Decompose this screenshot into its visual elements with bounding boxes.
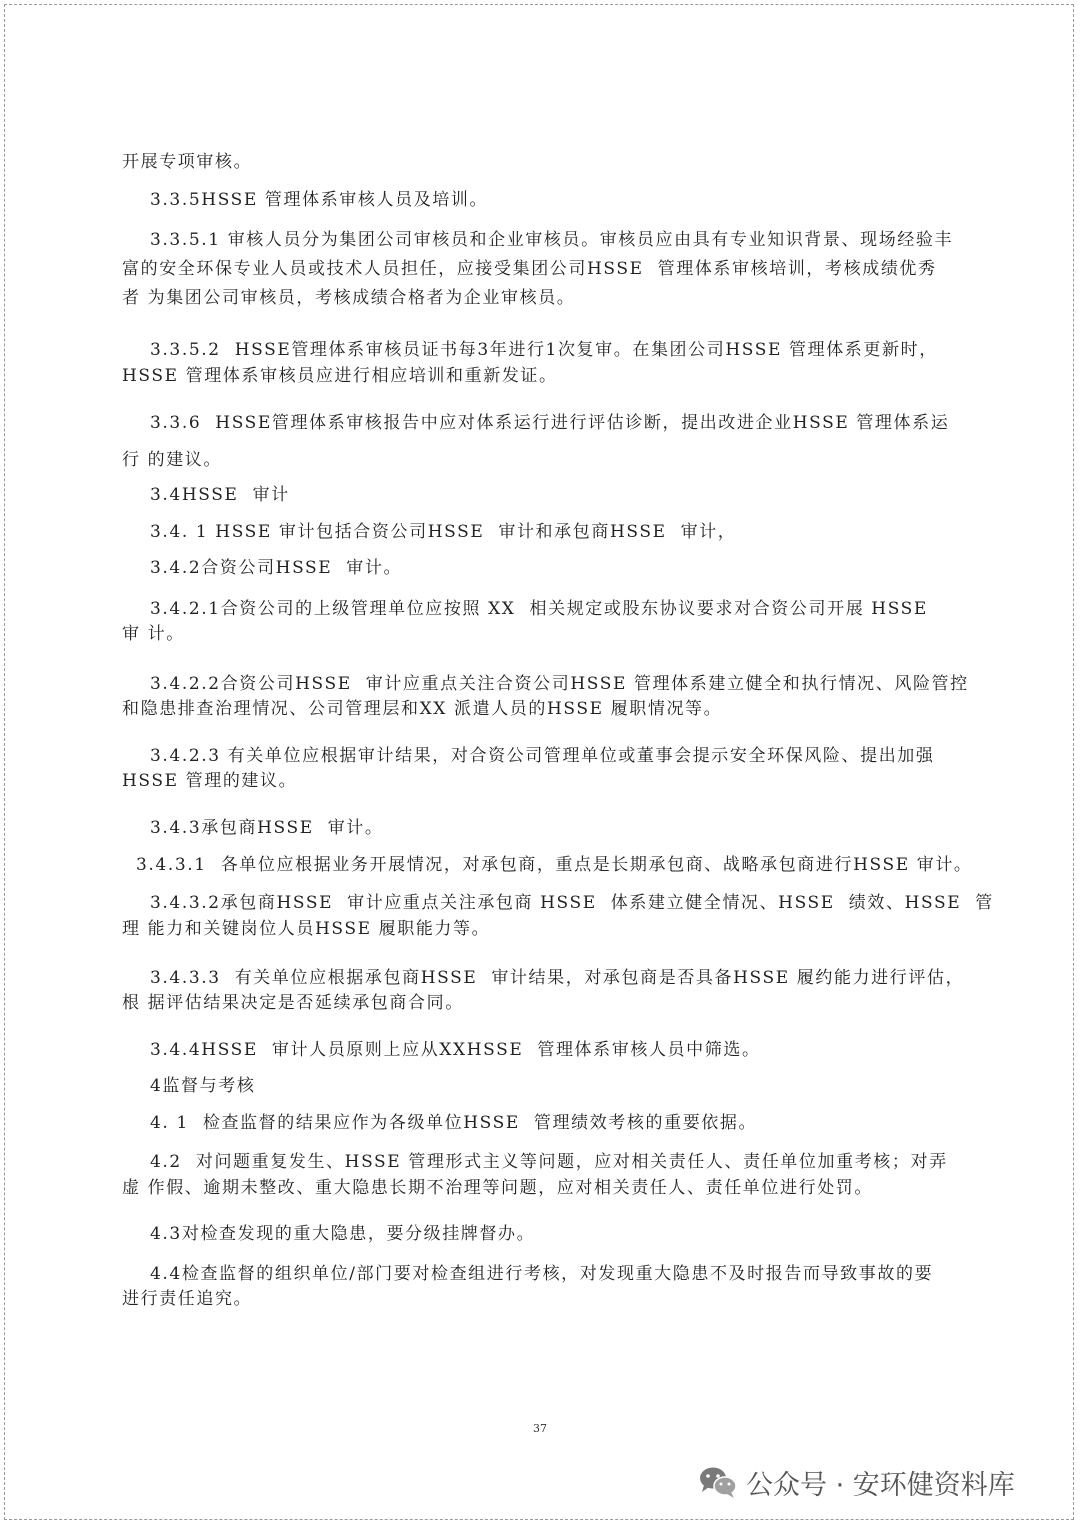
text-line: 3.4.3.2承包商HSSE 审计应重点关注承包商 HSSE 体系建立健全情况、HSSE 绩效、HSSE 管 xyxy=(122,893,994,913)
text-line: 3.4.3.1 各单位应根据业务开展情况，对承包商，重点是长期承包商、战略承包商进行HSSE 审计。 xyxy=(122,855,973,875)
wechat-icon xyxy=(698,1465,738,1499)
text-line: 3.3.5.1 审核人员分为集团公司审核员和企业审核员。审核员应由具有专业知识背景、现场经验丰 xyxy=(122,230,954,250)
text-line: 3.4.2合资公司HSSE 审计。 xyxy=(122,558,403,578)
text-line: 3.3.5.2 HSSE管理体系审核员证书每3年进行1次复审。在集团公司HSSE 管理体系更新时， xyxy=(122,340,938,360)
text-line: 4.4检查监督的组织单位/部门要对检查组进行考核，对发现重大隐患不及时报告而导致事故的要 xyxy=(122,1264,934,1284)
text-line: 4. 1 检查监督的结果应作为各级单位HSSE 管理绩效考核的重要依据。 xyxy=(122,1113,758,1133)
text-line: 3.4.2.2合资公司HSSE 审计应重点关注合资公司HSSE 管理体系建立健全和执行情况、风险管控 xyxy=(122,674,969,694)
text-line: 3.4HSSE 审计 xyxy=(122,485,290,505)
text-line: 者 为集团公司审核员，考核成绩合格者为企业审核员。 xyxy=(122,288,576,308)
text-line: 4.2 对问题重复发生、HSSE 管理形式主义等问题，应对相关责任人、责任单位加重考核；对弄 xyxy=(122,1152,948,1172)
text-line: 根 据评估结果决定是否延续承包商合同。 xyxy=(122,993,464,1013)
text-line: 3.4.3承包商HSSE 审计。 xyxy=(122,818,384,838)
text-line: 进行责任追究。 xyxy=(122,1289,253,1309)
text-line: 3.3.5HSSE 管理体系审核人员及培训。 xyxy=(122,190,489,210)
text-line: 开展专项审核。 xyxy=(122,152,253,172)
text-line: 行 的建议。 xyxy=(122,450,223,470)
text-line: 理 能力和关键岗位人员HSSE 履职能力等。 xyxy=(122,919,491,939)
page-number: 37 xyxy=(533,1422,547,1435)
text-line: 3.4.2.3 有关单位应根据审计结果，对合资公司管理单位或董事会提示安全环保风险、提出加强 xyxy=(122,746,935,766)
text-line: 审 计。 xyxy=(122,624,185,644)
text-line: 3.4.2.1合资公司的上级管理单位应按照 XX 相关规定或股东协议要求对合资公司开展 HSSE xyxy=(122,599,928,619)
text-line: 3.4.3.3 有关单位应根据承包商HSSE 审计结果，对承包商是否具备HSSE 履约能力进行评估， xyxy=(122,968,965,988)
text-line: 3.3.6 HSSE管理体系审核报告中应对体系运行进行评估诊断，提出改进企业HSSE 管理体系运 xyxy=(122,413,950,433)
text-line: 虚 作假、逾期未整改、重大隐患长期不治理等问题，应对相关责任人、责任单位进行处罚。 xyxy=(122,1178,874,1198)
text-line: 3.4.4HSSE 审计人员原则上应从XXHSSE 管理体系审核人员中筛选。 xyxy=(122,1040,761,1060)
text-line: 4监督与考核 xyxy=(122,1076,256,1096)
watermark-text: 公众号 · 安环健资料库 xyxy=(746,1469,1015,1501)
text-line: 4.3对检查发现的重大隐患，要分级挂牌督办。 xyxy=(122,1224,536,1244)
text-line: 和隐患排查治理情况、公司管理层和XX 派遣人员的HSSE 履职情况等。 xyxy=(122,699,723,719)
text-line: HSSE 管理的建议。 xyxy=(122,771,298,791)
watermark xyxy=(698,1464,1015,1500)
text-line: HSSE 管理体系审核员应进行相应培训和重新发证。 xyxy=(122,366,558,386)
text-line: 富的安全环保专业人员或技术人员担任，应接受集团公司HSSE 管理体系审核培训，考核成绩优秀 xyxy=(122,259,937,279)
text-line: 3.4. 1 HSSE 审计包括合资公司HSSE 审计和承包商HSSE 审计， xyxy=(122,522,737,542)
